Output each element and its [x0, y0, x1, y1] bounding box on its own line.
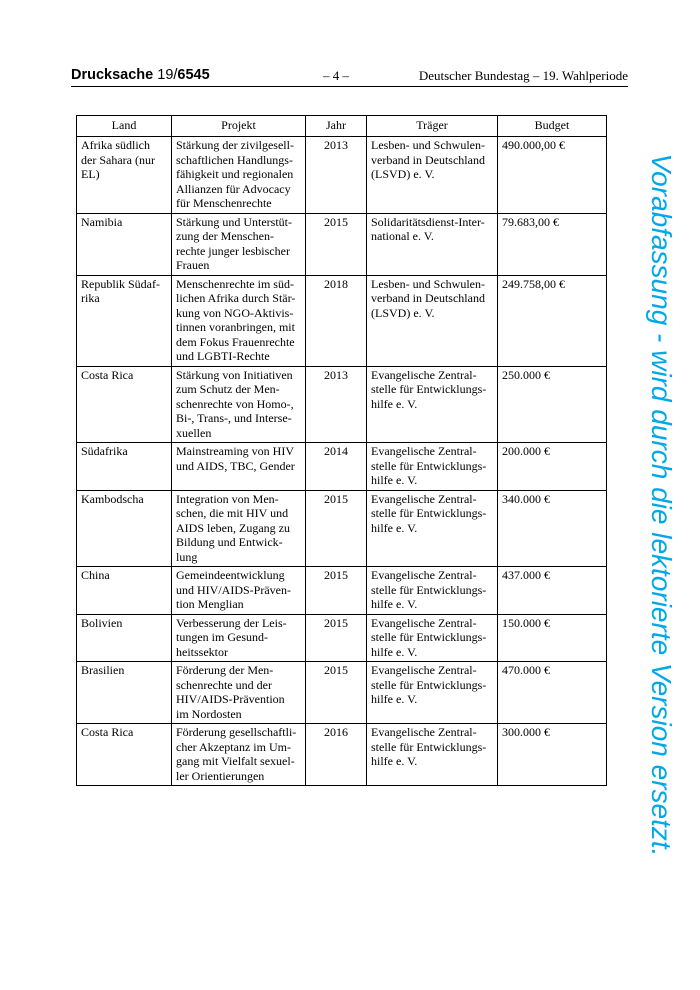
drucksache-label: Drucksache: [71, 67, 154, 83]
cell-budget: 340.000 €: [498, 490, 607, 567]
table-row: [77, 137, 607, 214]
cell-land: Bolivien: [77, 614, 172, 662]
cell-jahr: 2015: [306, 567, 367, 615]
page-header: [71, 66, 628, 87]
cell-budget: 250.000 €: [498, 366, 607, 443]
column-header-traeger: Träger: [367, 116, 498, 137]
cell-projekt: Integration von Men- schen, die mit HIV und AIDS leben, Zugang zu Bildung und Entwick- lung: [172, 490, 306, 567]
cell-land: China: [77, 567, 172, 615]
cell-jahr: 2015: [306, 490, 367, 567]
cell-budget: 300.000 €: [498, 724, 607, 786]
project-table: [76, 115, 607, 786]
cell-jahr: 2015: [306, 662, 367, 724]
cell-projekt: Verbesserung der Leis- tungen im Gesund- heitssektor: [172, 614, 306, 662]
cell-land: Kambodscha: [77, 490, 172, 567]
table-row: [77, 724, 607, 786]
cell-traeger: Evangelische Zentral- stelle für Entwicklungs- hilfe e. V.: [367, 443, 498, 491]
cell-budget: 470.000 €: [498, 662, 607, 724]
cell-projekt: Menschenrechte im süd- lichen Afrika durch Stär- kung von NGO-Aktivis- tinnen voranbringen, mit dem Fokus Frauenrechte und LGBTI-Rechte: [172, 275, 306, 366]
cell-projekt: Stärkung von Initiativen zum Schutz der Men- schenrechte von Homo-, Bi-, Trans-, und Interse- xuellen: [172, 366, 306, 443]
cell-land: Costa Rica: [77, 366, 172, 443]
cell-land: Südafrika: [77, 443, 172, 491]
cell-jahr: 2018: [306, 275, 367, 366]
cell-traeger: Evangelische Zentral- stelle für Entwicklungs- hilfe e. V.: [367, 490, 498, 567]
cell-traeger: Evangelische Zentral- stelle für Entwicklungs- hilfe e. V.: [367, 366, 498, 443]
drucksache-reference: [71, 67, 210, 83]
cell-projekt: Förderung gesellschaftli- cher Akzeptanz im Um- gang mit Vielfalt sexuel- ler Orientierungen: [172, 724, 306, 786]
column-header-land: Land: [77, 116, 172, 137]
column-header-budget: Budget: [498, 116, 607, 137]
cell-land: Brasilien: [77, 662, 172, 724]
table-row: [77, 443, 607, 491]
cell-land: Republik Südaf- rika: [77, 275, 172, 366]
column-header-projekt: Projekt: [172, 116, 306, 137]
drucksache-number: 6545: [177, 67, 210, 83]
cell-budget: 150.000 €: [498, 614, 607, 662]
publisher-line: Deutscher Bundestag – 19. Wahlperiode: [418, 68, 628, 83]
cell-traeger: Evangelische Zentral- stelle für Entwicklungs- hilfe e. V.: [367, 724, 498, 786]
table-row: [77, 366, 607, 443]
cell-jahr: 2014: [306, 443, 367, 491]
cell-projekt: Mainstreaming von HIV und AIDS, TBC, Gender: [172, 443, 306, 491]
table-row: [77, 275, 607, 366]
cell-traeger: Lesben- und Schwulen- verband in Deutschland (LSVD) e. V.: [367, 275, 498, 366]
table-row: [77, 614, 607, 662]
cell-jahr: 2015: [306, 614, 367, 662]
draft-watermark: Vorabfassung - wird durch die lektorierte Version ersetzt.: [646, 153, 677, 857]
cell-traeger: Evangelische Zentral- stelle für Entwicklungs- hilfe e. V.: [367, 614, 498, 662]
cell-projekt: Förderung der Men- schenrechte und der HIV/AIDS-Prävention im Nordosten: [172, 662, 306, 724]
cell-jahr: 2013: [306, 366, 367, 443]
table-row: [77, 490, 607, 567]
cell-traeger: Evangelische Zentral- stelle für Entwicklungs- hilfe e. V.: [367, 662, 498, 724]
cell-land: Afrika südlich der Sahara (nur EL): [77, 137, 172, 214]
cell-budget: 79.683,00 €: [498, 213, 607, 275]
table-header-row: [77, 116, 607, 137]
table-row: [77, 567, 607, 615]
cell-budget: 437.000 €: [498, 567, 607, 615]
table-row: [77, 662, 607, 724]
cell-budget: 249.758,00 €: [498, 275, 607, 366]
cell-projekt: Stärkung und Unterstüt- zung der Menschen- rechte junger lesbischer Frauen: [172, 213, 306, 275]
column-header-jahr: Jahr: [306, 116, 367, 137]
cell-budget: 200.000 €: [498, 443, 607, 491]
cell-projekt: Gemeindeentwicklung und HIV/AIDS-Präven- tion Menglian: [172, 567, 306, 615]
page-number: – 4 –: [323, 68, 349, 83]
cell-jahr: 2016: [306, 724, 367, 786]
cell-land: Namibia: [77, 213, 172, 275]
cell-jahr: 2015: [306, 213, 367, 275]
cell-projekt: Stärkung der zivilgesell- schaftlichen Handlungs- fähigkeit und regionalen Allianzen für Advocacy für Menschenrechte: [172, 137, 306, 214]
cell-land: Costa Rica: [77, 724, 172, 786]
table-row: [77, 213, 607, 275]
cell-jahr: 2013: [306, 137, 367, 214]
drucksache-prefix: 19/: [157, 67, 178, 83]
cell-traeger: Evangelische Zentral- stelle für Entwicklungs- hilfe e. V.: [367, 567, 498, 615]
cell-budget: 490.000,00 €: [498, 137, 607, 214]
cell-traeger: Solidaritätsdienst-Inter- national e. V.: [367, 213, 498, 275]
cell-traeger: Lesben- und Schwulen- verband in Deutschland (LSVD) e. V.: [367, 137, 498, 214]
